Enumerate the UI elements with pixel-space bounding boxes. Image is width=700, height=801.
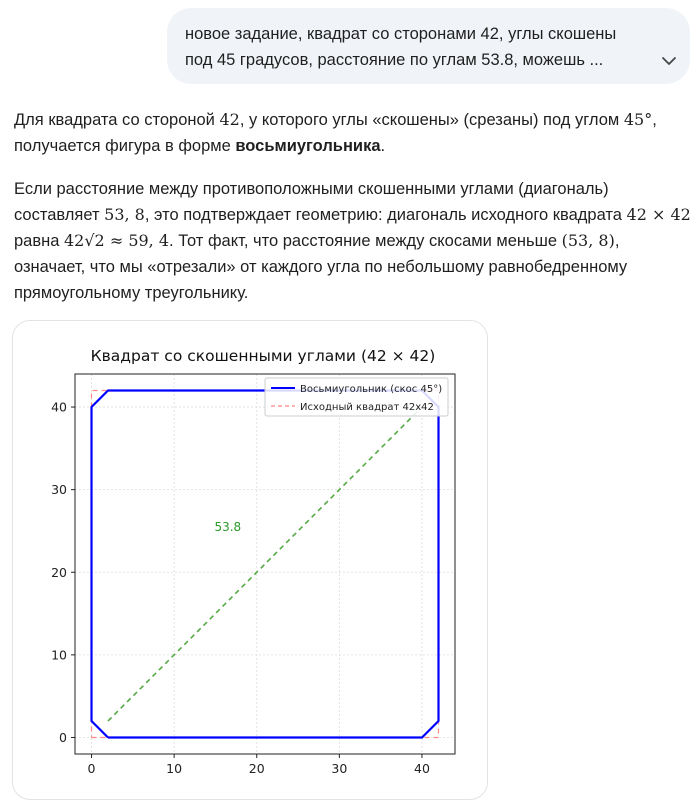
text: , означает, что мы «отрезали» от каждого угла по небольшому равнобедренному прямоугольному треугольнику. — [14, 232, 628, 302]
plot-frame — [75, 374, 455, 754]
legend-octagon-label: Восьмиугольник (скос 45°) — [300, 384, 443, 395]
text: Для квадрата со стороной — [14, 111, 220, 129]
text: равна — [14, 232, 64, 250]
y-tick-label: 40 — [51, 399, 67, 415]
x-tick-label: 20 — [248, 761, 265, 776]
math-square: 42 × 42 — [626, 205, 691, 224]
x-tick-label: 40 — [414, 761, 430, 776]
y-tick-label: 10 — [51, 647, 67, 663]
math-angle: 45° — [623, 110, 653, 129]
text: , у которого углы «скошены» (срезаны) под углом — [239, 111, 624, 129]
diagonal-label: 53.8 — [214, 519, 242, 534]
text: , это подтверждает геометрию: диагональ исходного квадрата — [144, 206, 627, 224]
chart-title: Квадрат со скошенными углами (42 × 42) — [90, 347, 436, 365]
chart-card — [12, 320, 488, 800]
x-tick-label: 0 — [87, 761, 96, 776]
math-distance: 53, 8 — [104, 205, 145, 224]
x-tick-label: 10 — [166, 761, 183, 776]
octagon-line — [92, 391, 439, 738]
text: Если расстояние между противоположными скошенными углами (диагональ) составляет — [14, 180, 609, 224]
y-tick-label: 30 — [51, 482, 67, 498]
chart — [13, 321, 489, 801]
x-tick-label: 30 — [331, 761, 348, 776]
text: . Тот факт, что расстояние между скосами меньше — [169, 232, 562, 250]
math-diagonal: 42√2 ≈ 59, 4 — [64, 231, 170, 250]
y-tick-label: 0 — [59, 729, 67, 745]
original-square-line — [92, 391, 439, 738]
response-paragraph-1 — [14, 107, 694, 159]
math-side: 42 — [219, 110, 240, 129]
y-tick-label: 20 — [51, 564, 67, 580]
chevron-down-icon[interactable] — [660, 52, 678, 70]
user-message-line-1: новое задание, квадрат со сторонами 42, углы скошены — [185, 25, 617, 43]
text: . — [380, 137, 386, 155]
legend — [265, 378, 448, 416]
diagonal-line — [108, 407, 422, 721]
text: , получается фигура в форме — [14, 111, 657, 155]
user-message-text — [185, 21, 635, 73]
response-paragraph-2 — [14, 176, 694, 306]
user-message-bubble — [167, 8, 690, 84]
bold-term: восьмиугольника — [235, 137, 381, 155]
user-message-line-2: под 45 градусов, расстояние по углам 53.8, можешь ... — [185, 51, 604, 69]
legend-square-label: Исходный квадрат 42x42 — [300, 402, 434, 413]
math-distance-2: (53, 8) — [561, 231, 615, 250]
